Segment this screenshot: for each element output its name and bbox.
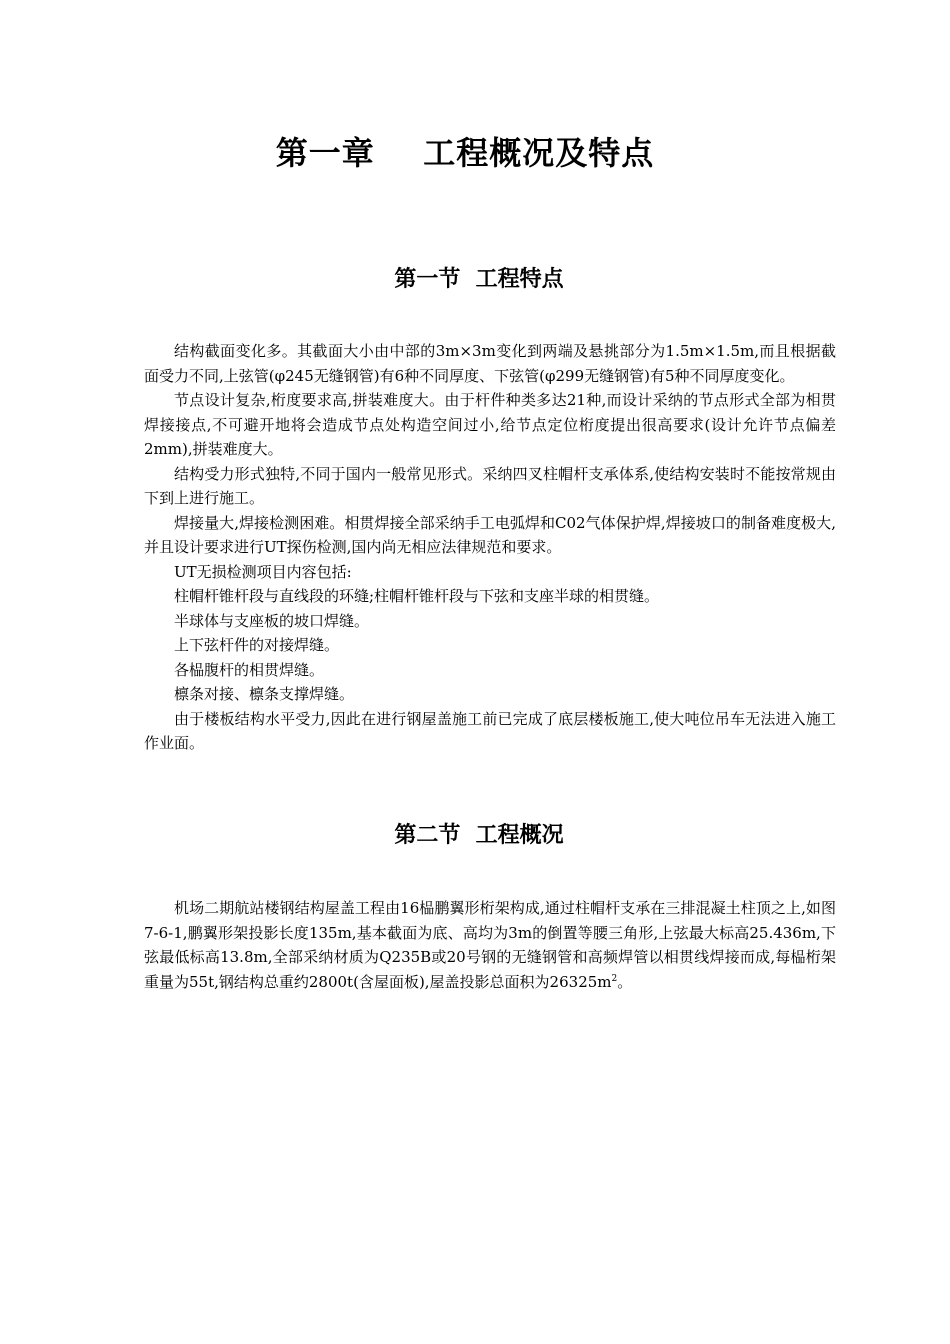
paragraph: 结构截面变化多。其截面大小由中部的3m×3m变化到两端及悬挑部分为1.5m×1.5m,而且根据截面受力不同,上弦管(φ245无缝钢管)有6种不同厚度、下弦管(φ299无缝钢管)有5种不同厚度变化。	[144, 342, 836, 385]
list-item: 各榀腹杆的相贯焊缝。	[174, 660, 325, 679]
list-item: 檩条对接、檩条支撑焊缝。	[174, 685, 355, 703]
list-item: 半球体与支座板的坡口焊缝。	[174, 611, 370, 630]
paragraph	[144, 896, 836, 994]
list-item: 上下弦杆件的对接焊缝。	[174, 636, 340, 654]
list-item: 柱帽杆锥杆段与直线段的环缝;柱帽杆锥杆段与下弦和支座半球的相贯缝。	[174, 587, 660, 605]
overview-text: 机场二期航站楼钢结构屋盖工程由16榀鹏翼形桁架构成,通过柱帽杆支承在三排混凝土柱顶之上,如图7-6-1,鹏翼形架投影长度135m,基本截面为底、高均为3m的倒置等腰三角形,上弦最大标高25.436m,下弦最低标高13.8m,全部采纳材质为Q235B或20号钢的无缝钢管和高频焊管以相贯线焊接而成,每榀桁架重量为55t,钢结构总重约2800t(含屋面板),屋盖投影总面积为26325m	[144, 899, 836, 991]
paragraph: 由于楼板结构水平受力,因此在进行钢屋盖施工前已完成了底层楼板施工,使大吨位吊车无法进入施工作业面。	[144, 709, 836, 752]
paragraph: 结构受力形式独特,不同于国内一般常见形式。采纳四叉柱帽杆支承体系,使结构安装时不能按常规由下到上进行施工。	[144, 464, 836, 507]
overview-end: 。	[617, 972, 633, 991]
section-title-features: 第一节 工程特点	[394, 267, 564, 292]
section-features-body	[144, 339, 836, 756]
paragraph: 焊接量大,焊接检测困难。相贯焊接全部采纳手工电弧焊和C02气体保护焊,焊接坡口的制备难度极大,并且设计要求进行UT探伤检测,国内尚无相应法律规范和要求。	[144, 513, 836, 556]
list-intro: UT无损检测项目内容包括:	[174, 562, 352, 581]
section-title-overview: 第二节 工程概况	[394, 823, 564, 848]
paragraph: 节点设计复杂,桁度要求高,拼装难度大。由于杆件种类多达21种,而设计采纳的节点形式全部为相贯焊接接点,不可避开地将会造成节点处构造空间过小,给节点定位桁度提出很高要求(设计允许节点偏差2mm),拼装难度大。	[144, 391, 836, 458]
section-overview-body	[144, 896, 836, 994]
area-superscript: 2	[611, 973, 618, 984]
chapter-title: 第一章 工程概况及特点	[275, 134, 655, 172]
